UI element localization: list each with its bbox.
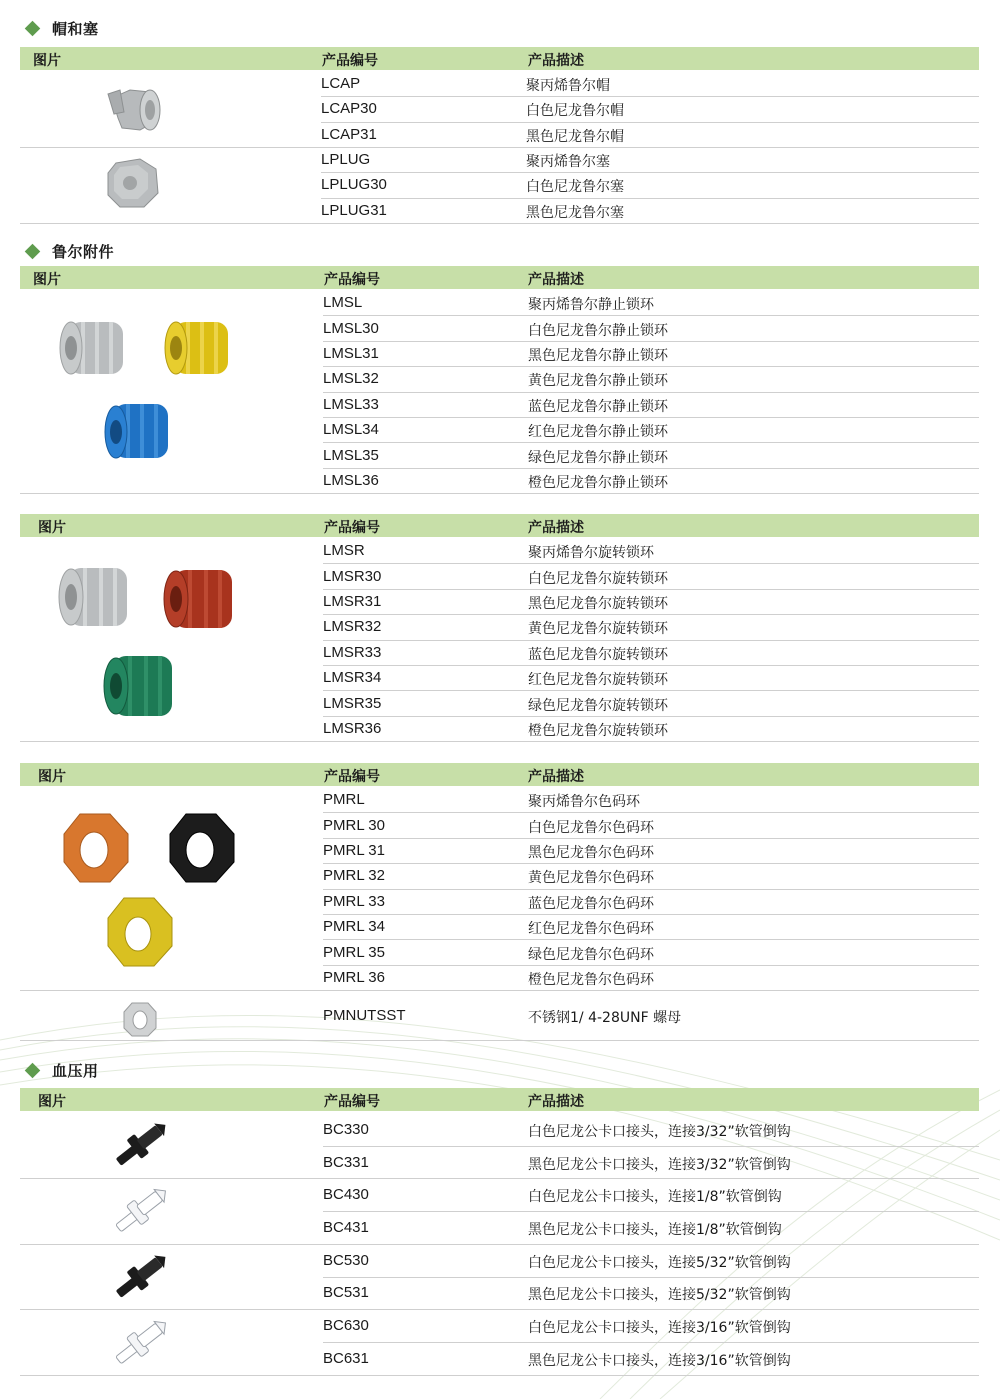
product-description: 绿色尼龙鲁尔旋转锁环 — [528, 697, 668, 714]
product-description: 黑色尼龙公卡口接头，连接1/8”软管倒钩 — [528, 1221, 782, 1238]
rotating-lock-ring-green-image — [100, 650, 180, 724]
product-code: LCAP — [321, 75, 361, 93]
product-code: LMSL32 — [323, 370, 379, 388]
product-description: 白色尼龙鲁尔帽 — [526, 103, 624, 120]
product-code: LMSL36 — [323, 471, 379, 489]
product-code: LCAP30 — [321, 100, 377, 118]
rotating-lock-ring-gray-image — [55, 560, 135, 634]
table-row — [323, 864, 979, 889]
product-code: BC531 — [323, 1284, 369, 1302]
bayonet-connector-white-image — [108, 1180, 174, 1240]
product-description: 绿色尼龙鲁尔色码环 — [528, 946, 654, 963]
product-code: LMSR30 — [323, 567, 382, 585]
table-header: 图片 产品编号 产品描述 — [20, 47, 979, 70]
product-code: LMSR34 — [323, 669, 382, 687]
product-code: LMSL31 — [323, 344, 379, 362]
product-description: 黄色尼龙鲁尔旋转锁环 — [528, 621, 668, 638]
product-code: PMRL 36 — [323, 968, 385, 986]
table-row — [323, 1147, 979, 1180]
product-description: 橙色尼龙鲁尔静止锁环 — [528, 474, 668, 491]
table-row — [323, 469, 979, 494]
table-header: 图片 产品编号 产品描述 — [20, 1088, 979, 1111]
product-code: BC330 — [323, 1120, 369, 1138]
product-description: 黑色尼龙公卡口接头，连接5/32”软管倒钩 — [528, 1287, 791, 1304]
product-code: LMSL30 — [323, 319, 379, 337]
product-code: BC431 — [323, 1218, 369, 1236]
table-header: 图片 产品编号 产品描述 — [20, 763, 979, 786]
table-row — [323, 615, 979, 640]
product-description: 聚丙烯鲁尔帽 — [526, 78, 610, 95]
product-description: 白色尼龙公卡口接头，连接3/16”软管倒钩 — [528, 1320, 791, 1337]
section-bullet-icon — [25, 1062, 41, 1078]
table-row — [323, 367, 979, 392]
table-row — [321, 173, 979, 198]
table-row — [323, 691, 979, 716]
product-description: 红色尼龙鲁尔静止锁环 — [528, 424, 668, 441]
product-description: 黑色尼龙鲁尔旋转锁环 — [528, 595, 668, 612]
product-description: 黄色尼龙鲁尔静止锁环 — [528, 373, 668, 390]
stainless-steel-nut-image — [122, 1000, 158, 1038]
row-divider — [20, 1040, 979, 1041]
bayonet-connector-black-image — [108, 1246, 174, 1306]
product-code: LMSR — [323, 542, 365, 560]
luer-plug-image — [102, 155, 164, 213]
luer-cap-image — [100, 78, 170, 138]
product-code: LMSR32 — [323, 618, 382, 636]
product-description: 黑色尼龙鲁尔帽 — [526, 128, 624, 145]
table-row — [323, 1343, 979, 1376]
product-description: 蓝色尼龙鲁尔旋转锁环 — [528, 646, 668, 663]
table-row — [323, 991, 979, 1041]
table-row — [323, 666, 979, 691]
product-description: 黑色尼龙公卡口接头，连接3/16”软管倒钩 — [528, 1352, 791, 1369]
product-description: 黑色尼龙公卡口接头，连接3/32”软管倒钩 — [528, 1156, 791, 1173]
product-description: 绿色尼龙鲁尔静止锁环 — [528, 449, 668, 466]
table-row — [323, 539, 979, 564]
product-code: PMRL 34 — [323, 918, 385, 936]
lock-ring-yellow-image — [160, 312, 240, 384]
section-bullet-icon — [25, 243, 41, 259]
table-row — [323, 788, 979, 813]
table-row — [321, 97, 979, 122]
product-code: PMRL 30 — [323, 816, 385, 834]
product-description: 白色尼龙公卡口接头，连接1/8”软管倒钩 — [528, 1189, 782, 1206]
table-row — [323, 443, 979, 468]
table-row — [323, 966, 979, 991]
product-code: LMSR36 — [323, 719, 382, 737]
product-code: LPLUG30 — [321, 176, 387, 194]
product-description: 红色尼龙鲁尔色码环 — [528, 921, 654, 938]
color-code-ring-yellow-image — [104, 894, 176, 970]
product-code: PMRL 32 — [323, 867, 385, 885]
product-code: LPLUG31 — [321, 201, 387, 219]
table-row — [323, 291, 979, 316]
product-description: 白色尼龙鲁尔塞 — [526, 179, 624, 196]
table-row — [323, 1245, 979, 1278]
table-row — [323, 1310, 979, 1343]
product-code: LMSL — [323, 294, 363, 312]
table-row — [323, 316, 979, 341]
table-row — [323, 940, 979, 965]
product-description: 橙色尼龙鲁尔色码环 — [528, 971, 654, 988]
table-row — [321, 123, 979, 148]
product-description: 蓝色尼龙鲁尔色码环 — [528, 895, 654, 912]
table-row — [321, 199, 979, 224]
product-code: BC530 — [323, 1251, 369, 1269]
color-code-ring-black-image — [166, 810, 238, 886]
table-row — [323, 590, 979, 615]
product-code: LMSR31 — [323, 592, 382, 610]
table-row — [323, 717, 979, 742]
product-code: LMSR33 — [323, 643, 382, 661]
table-header: 图片 产品编号 产品描述 — [20, 266, 979, 289]
bayonet-connector-white-image — [108, 1312, 174, 1372]
product-code: LPLUG — [321, 151, 371, 169]
table-row — [323, 1278, 979, 1311]
table-row — [323, 641, 979, 666]
table-row — [323, 1114, 979, 1147]
product-code: LMSL35 — [323, 446, 379, 464]
product-code: BC630 — [323, 1317, 369, 1335]
table-row — [321, 72, 979, 97]
rotating-lock-ring-red-image — [160, 562, 240, 636]
product-code: PMRL 35 — [323, 943, 385, 961]
table-row — [323, 839, 979, 864]
row-divider — [20, 493, 979, 494]
section-bullet-icon — [25, 20, 41, 36]
lock-ring-gray-image — [55, 312, 135, 384]
color-code-ring-orange-image — [60, 810, 132, 886]
product-code: BC631 — [323, 1349, 369, 1367]
product-code: LCAP31 — [321, 125, 377, 143]
product-code: LMSR35 — [323, 694, 382, 712]
product-description: 橙色尼龙鲁尔旋转锁环 — [528, 722, 668, 739]
row-divider — [20, 223, 979, 224]
table-row — [323, 418, 979, 443]
table-row — [323, 915, 979, 940]
product-description: 聚丙烯鲁尔塞 — [526, 154, 610, 171]
product-code: LMSL33 — [323, 395, 379, 413]
table-row — [323, 813, 979, 838]
product-description: 蓝色尼龙鲁尔静止锁环 — [528, 398, 668, 415]
row-divider — [20, 1375, 979, 1376]
product-description: 黑色尼龙鲁尔塞 — [526, 204, 624, 221]
product-description: 白色尼龙鲁尔静止锁环 — [528, 322, 668, 339]
product-description: 黄色尼龙鲁尔色码环 — [528, 870, 654, 887]
product-description: 白色尼龙鲁尔旋转锁环 — [528, 570, 668, 587]
product-description: 白色尼龙鲁尔色码环 — [528, 819, 654, 836]
table-row — [323, 342, 979, 367]
product-description: 聚丙烯鲁尔色码环 — [528, 794, 640, 811]
table-header: 图片 产品编号 产品描述 — [20, 514, 979, 537]
product-code: BC331 — [323, 1153, 369, 1171]
table-row — [321, 148, 979, 173]
product-description: 白色尼龙公卡口接头，连接3/32”软管倒钩 — [528, 1123, 791, 1140]
bayonet-connector-black-image — [108, 1114, 174, 1174]
product-description: 黑色尼龙鲁尔静止锁环 — [528, 347, 668, 364]
product-description: 聚丙烯鲁尔静止锁环 — [528, 297, 654, 314]
section-title-caps: 帽和塞 — [24, 17, 99, 39]
table-row — [323, 1212, 979, 1245]
product-description: 红色尼龙鲁尔旋转锁环 — [528, 672, 668, 689]
table-row — [323, 564, 979, 589]
section-title-blood-pressure: 血压用 — [24, 1059, 99, 1081]
table-row — [323, 890, 979, 915]
table-row — [323, 1179, 979, 1212]
product-code: PMRL 31 — [323, 841, 385, 859]
section-title-luer: 鲁尔附件 — [24, 240, 114, 262]
lock-ring-blue-image — [100, 396, 180, 468]
product-code: LMSL34 — [323, 421, 379, 439]
product-description: 聚丙烯鲁尔旋转锁环 — [528, 545, 654, 562]
product-code: PMRL 33 — [323, 892, 385, 910]
product-code: BC430 — [323, 1186, 369, 1204]
product-code: PMNUTSST — [323, 1006, 406, 1024]
product-code: PMRL — [323, 791, 365, 809]
table-row — [323, 393, 979, 418]
product-description: 白色尼龙公卡口接头，连接5/32”软管倒钩 — [528, 1254, 791, 1271]
row-divider — [20, 741, 979, 742]
product-description: 不锈钢1/ 4-28UNF 螺母 — [528, 1009, 682, 1026]
product-description: 黑色尼龙鲁尔色码环 — [528, 844, 654, 861]
